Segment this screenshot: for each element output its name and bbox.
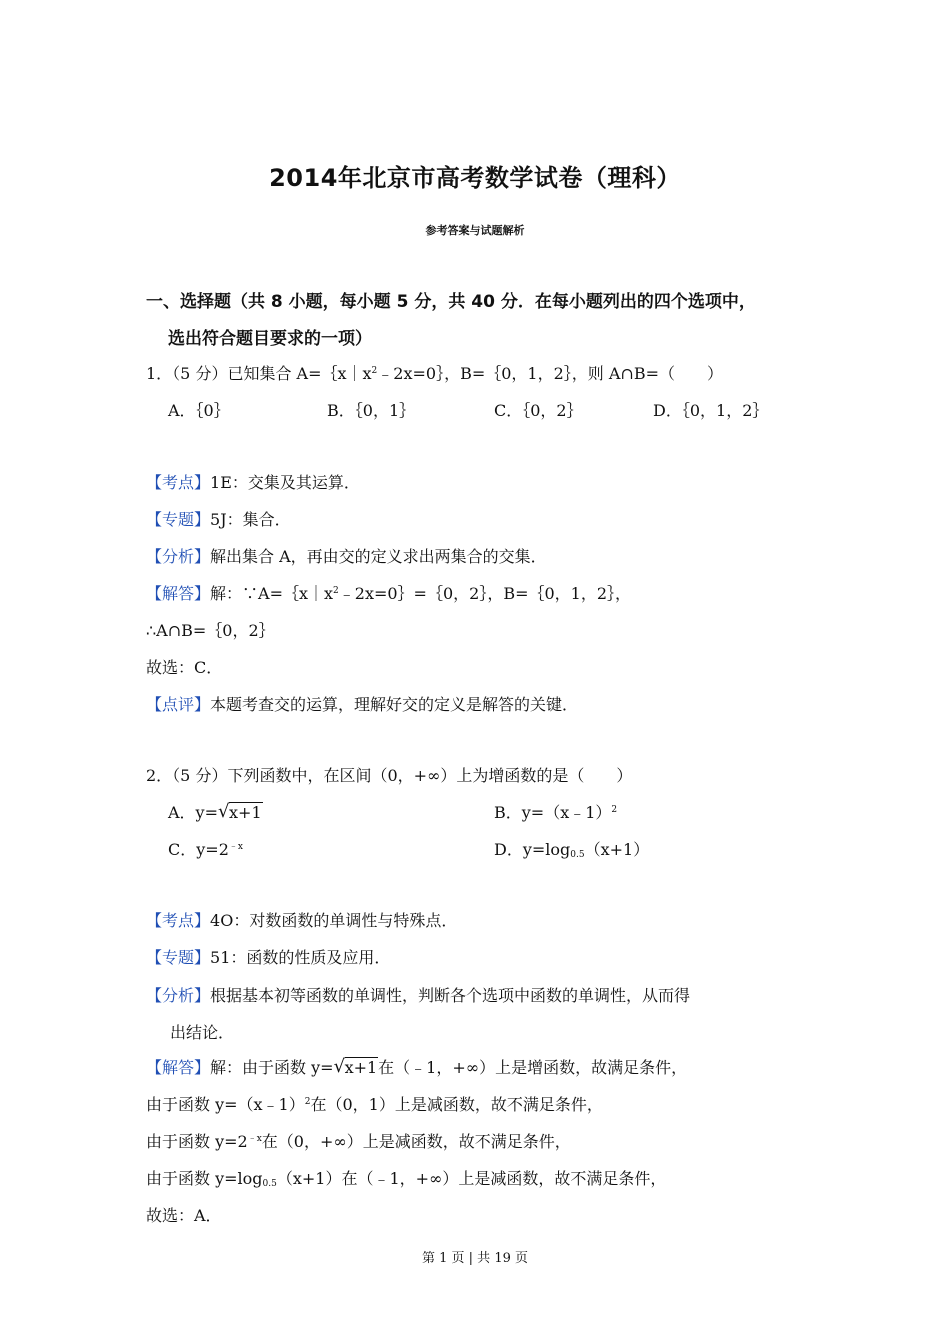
q1-jieda: 【解答】解：$\because A=\{x|x^2﹣2x=0\}=\{0$，2｝，B=｛0，1，2｝，	[146, 584, 632, 603]
q1-zhuanti: 【专题】5J：集合．	[146, 510, 291, 529]
q1-stem: 1．（5 分）已知集合 $A=\{x|x^2﹣2x=0\}$，B=｛0，1，2｝，则 A∩B=（ ）	[146, 364, 723, 383]
sqrt-symbol: √ x+1	[218, 801, 262, 822]
q2-jieda: 【解答】解：由于函数 y= √ x+1在（﹣1，+∞）上是增函数，故满足条件，	[146, 1056, 688, 1077]
q1-dianping: 【点评】本题考查交的运算，理解好交的定义是解答的关键．	[146, 695, 579, 714]
page-subtitle: 参考答案与试题解析	[425, 224, 525, 237]
q2-stem: 2．（5 分）下列函数中，在区间（0，+∞）上为增函数的是（ ）	[146, 766, 633, 785]
page-footer: 第 1 页 | 共 19 页	[422, 1251, 528, 1266]
fenxi-tag: 【分析】	[146, 547, 211, 566]
q1-option-b: B．｛0，1｝	[327, 401, 416, 420]
kaodian-tag: 【考点】	[146, 473, 211, 492]
q1-solution-line: ∴A∩B=｛0，2｝	[146, 621, 275, 640]
kaodian-tag: 【考点】	[146, 911, 211, 930]
page-title: 2014年北京市高考数学试卷（理科）	[269, 164, 681, 192]
dianping-tag: 【点评】	[146, 695, 211, 714]
jieda-tag: 【解答】	[146, 584, 211, 603]
q2-fenxi-cont: 出结论．	[170, 1023, 235, 1042]
q2-option-c: C．$y=2^{﹣x}$	[168, 840, 243, 859]
zhuanti-tag: 【专题】	[146, 948, 211, 967]
q2-solution-line-2: 由于函数 y=（x﹣1）$^2$在（0，1）上是减函数，故不满足条件，	[146, 1095, 603, 1114]
sqrt-symbol: √ x+1	[333, 1056, 378, 1077]
q1-answer: 故选：C．	[146, 658, 223, 677]
q2-solution-line-3: 由于函数 $y=2^{﹣x}$在（0，+∞）上是减函数，故不满足条件，	[146, 1132, 571, 1151]
section-heading: 一、选择题（共 8 小题，每小题 5 分，共 40 分．在每小题列出的四个选项中，	[146, 292, 756, 312]
q1-option-c: C．｛0，2｝	[494, 401, 583, 420]
q2-option-d: D．$y=\log_{0.5}(x+1)$	[494, 840, 650, 860]
q1-kaodian: 【考点】1E：交集及其运算．	[146, 473, 360, 492]
jieda-tag: 【解答】	[146, 1058, 211, 1077]
q2-solution-line-4: 由于函数 $y=\log_{0.5}(x+1)$在（﹣1，+∞）上是减函数，故不满足条件，	[146, 1169, 667, 1189]
q1-option-d: D．｛0，1，2｝	[653, 401, 769, 420]
q1-option-a: A．｛0｝	[168, 401, 230, 420]
fenxi-tag: 【分析】	[146, 986, 211, 1005]
q2-option-b: B．y=（x﹣1）$^2$	[494, 803, 618, 822]
q2-option-a: A．y= √ x+1	[168, 801, 262, 822]
q2-answer: 故选：A．	[146, 1206, 222, 1225]
q1-fenxi: 【分析】解出集合 A，再由交的定义求出两集合的交集．	[146, 547, 547, 566]
zhuanti-tag: 【专题】	[146, 510, 211, 529]
q2-kaodian: 【考点】4O：对数函数的单调性与特殊点．	[146, 911, 458, 930]
q2-fenxi: 【分析】根据基本初等函数的单调性，判断各个选项中函数的单调性，从而得	[146, 986, 691, 1005]
section-heading-cont: 选出符合题目要求的一项）	[168, 329, 372, 349]
q2-zhuanti: 【专题】51：函数的性质及应用．	[146, 948, 391, 967]
